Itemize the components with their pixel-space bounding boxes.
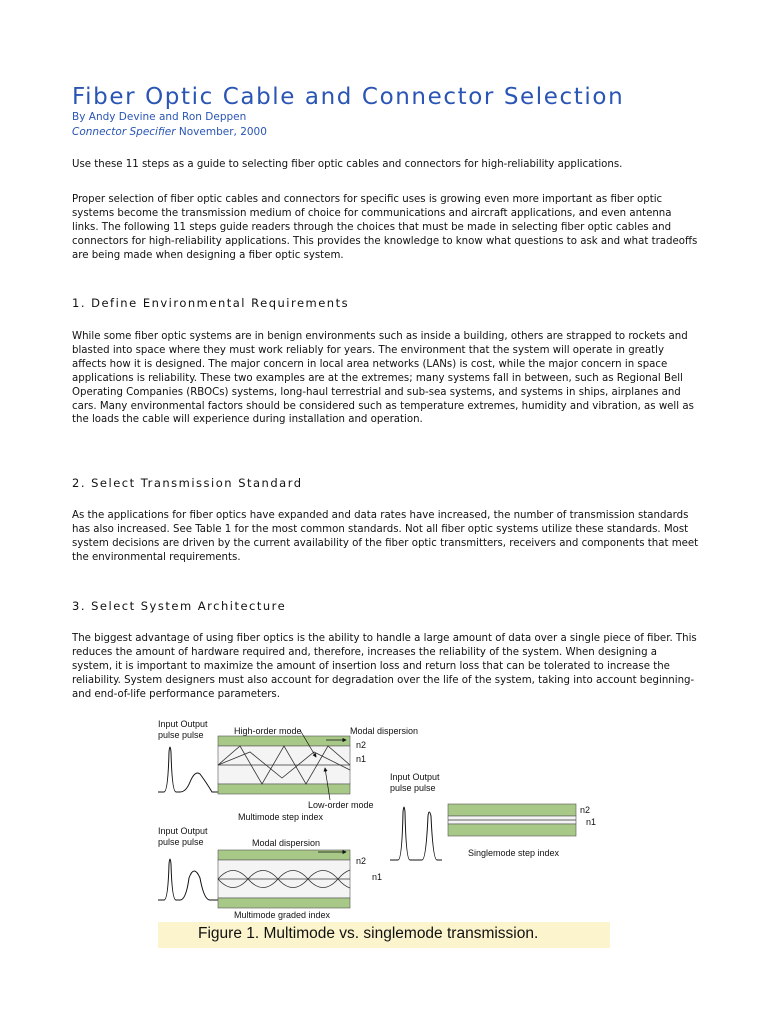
figure-number: Figure 1 — [198, 925, 255, 942]
figure-caption-text: . Multimode vs. singlemode transmission. — [254, 925, 539, 942]
input-pulse-2 — [158, 859, 180, 900]
input-pulse-3 — [390, 807, 416, 860]
publication-name: Connector Specifier — [72, 126, 176, 138]
article-title: Fiber Optic Cable and Connector Selection — [72, 84, 625, 110]
label-high-order-mode: High-order mode — [234, 726, 302, 736]
cladding-bottom-2 — [218, 898, 350, 908]
section-text-standard: As the applications for fiber optics have expanded and data rates have increased, the number of transmission standards has also increased. See Table 1 for the most common standards. Not all fiber optic systems utilize these standards. Most system decisions are driven by the current availability of the fiber optic transmitters, receivers and components that meet the environmental requirements. — [72, 510, 699, 563]
section-heading-standard: 2. Select Transmission Standard — [72, 476, 303, 490]
label-n1-b: n1 — [372, 872, 383, 882]
figure-caption — [198, 925, 538, 943]
label-n2-a: n2 — [356, 740, 367, 750]
label-input-output-2: Input Output — [158, 826, 208, 836]
label-multimode-graded-index: Multimode graded index — [234, 910, 331, 920]
cladding-bottom-3 — [448, 824, 576, 836]
section-heading-architecture: 3. Select System Architecture — [72, 599, 287, 613]
output-pulse-3 — [416, 812, 442, 860]
section-text-environment: While some fiber optic systems are in benign environments such as inside a building, others are strapped to rockets and blasted into space where they must work reliably for years. The environment that the system will operate in greatly affects how it is designed. The major concern in local area networks (LANs) is cost, while the major concern in space applications is reliability. These two examples are at the extremes; many systems fall in between, such as Regional Bell Operating Companies (RBOCs) systems, long-haul terrestrial and sub-sea systems, and systems in ships, airplanes and cars. Many environmental factors should be considered such as temperature extremes, humidity and vibration, as well as the loads the cable will experience during installation and operation. — [72, 331, 694, 426]
label-modal-dispersion-2: Modal dispersion — [252, 838, 321, 848]
label-n2-c: n2 — [580, 805, 591, 815]
article-byline: By Andy Devine and Ron Deppen — [72, 111, 247, 123]
label-n1-a: n1 — [356, 754, 367, 764]
label-input-output-3: Input Output — [390, 772, 440, 782]
label-multimode-step-index: Multimode step index — [238, 812, 324, 822]
label-modal-dispersion-1: Modal dispersion — [350, 726, 419, 736]
cladding-top-3 — [448, 804, 576, 816]
label-n2-b: n2 — [356, 856, 367, 866]
section-text-architecture: The biggest advantage of using fiber optics is the ability to handle a large amount of data over a single piece of fiber. This reduces the amount of hardware required and, therefore, increases the reliability of the system. When designing a system, it is important to maximize the amount of insertion loss and return loss that can be tolerated to increase the reliability. System designers must also account for degradation over the life of the system, taking into account beginning- and end-of-life performance parameters. — [72, 633, 697, 700]
label-input-output-1: Input Output — [158, 719, 208, 729]
input-pulse-1 — [158, 747, 180, 792]
output-pulse-2 — [180, 871, 218, 900]
output-pulse-1 — [180, 773, 218, 792]
label-pulse-pulse-2: pulse pulse — [158, 837, 204, 847]
cladding-top-2 — [218, 850, 350, 860]
label-pulse-pulse-1: pulse pulse — [158, 730, 204, 740]
cladding-top-1 — [218, 736, 350, 746]
cladding-bottom-1 — [218, 784, 350, 794]
section-heading-environment: 1. Define Environmental Requirements — [72, 296, 350, 310]
publication-date: November, 2000 — [178, 126, 267, 138]
intro-paragraph: Use these 11 steps as a guide to selecting fiber optic cables and connectors for high-reliability applications. — [72, 159, 623, 170]
label-n1-c: n1 — [586, 817, 597, 827]
label-singlemode-step-index: Singlemode step index — [468, 848, 560, 858]
label-pulse-pulse-3: pulse pulse — [390, 783, 436, 793]
publication-line — [72, 126, 267, 138]
label-low-order-mode: Low-order mode — [308, 800, 374, 810]
figure-fiber-modes — [150, 712, 620, 952]
fiber-mode-diagram — [150, 712, 620, 952]
overview-paragraph: Proper selection of fiber optic cables and connectors for specific uses is growing even more important as fiber optic systems become the transmission medium of choice for communications and aircraft applications, and even antenna links. The following 11 steps guide readers through the choices that must be made in selecting fiber optic cables and connectors for high-reliability applications. This provides the knowledge to know what questions to ask and what tradeoffs are being made when designing a fiber optic system. — [72, 194, 698, 261]
